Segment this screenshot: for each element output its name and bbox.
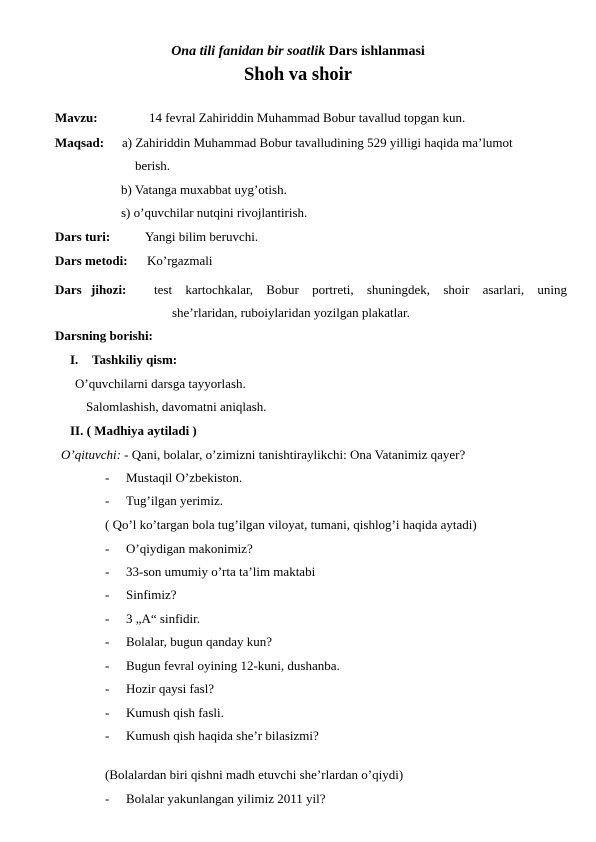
maqsad-label: Maqsad:	[55, 135, 105, 150]
dialog-line	[105, 493, 223, 509]
title-rest: Dars ishlanmasi	[325, 44, 425, 59]
maqsad-s: s) o’quvchilar nutqini rivojlantirish.	[121, 205, 308, 220]
dialog-line	[105, 791, 326, 807]
jihozi-word: test	[154, 282, 173, 297]
jihozi-word: uning	[537, 282, 567, 297]
dialog-text: Bolalar, bugun qanday kun?	[126, 634, 273, 649]
jihozi-word: shoir	[443, 282, 470, 297]
dash-bullet: -	[105, 791, 110, 806]
jihozi-text-line1	[154, 282, 567, 298]
dash-bullet: -	[105, 728, 110, 743]
mavzu-label: Mavzu:	[55, 110, 98, 125]
dialog-text: Bugun fevral oyining 12-kuni, dushanba.	[126, 658, 340, 673]
dialog-line	[105, 634, 272, 650]
metodi-label: Dars metodi:	[55, 253, 128, 268]
teacher-label: O’qituvchi:	[61, 447, 121, 462]
dash-bullet: -	[105, 611, 110, 626]
dialog-line	[105, 564, 315, 580]
jihozi-label-1: Dars	[55, 282, 82, 297]
dialog-text: O’qiydigan makonimiz?	[126, 541, 253, 556]
section-1-line1: O’quvchilarni darsga tayyorlash.	[75, 376, 246, 391]
dialog-text: 33-son umumiy o’rta ta’lim maktabi	[126, 564, 316, 579]
turi-text: Yangi bilim beruvchi.	[145, 229, 259, 244]
jihozi-word: kartochkalar,	[185, 282, 254, 297]
dialog-line	[105, 611, 200, 627]
dialog-line	[105, 658, 340, 674]
dialog-text: 3 „A“ sinfidir.	[126, 611, 201, 626]
section-1-line2: Salomlashish, davomatni aniqlash.	[86, 399, 267, 414]
section-1-number: I.	[70, 352, 79, 367]
jihozi-text-line2: she’rlaridan, ruboiylaridan yozilgan plakatlar.	[172, 305, 410, 320]
dialog-line	[105, 587, 177, 603]
metodi-text: Ko’rgazmali	[147, 253, 213, 268]
dialog-line	[105, 470, 242, 486]
dialog-text: Hozir qaysi fasl?	[126, 681, 215, 696]
turi-label: Dars turi:	[55, 229, 111, 244]
dialog-line	[105, 705, 224, 721]
dialog-text: Sinfimiz?	[126, 587, 177, 602]
section-1-title: Tashkiliy qism:	[92, 352, 178, 367]
dash-bullet: -	[105, 705, 110, 720]
dash-bullet: -	[105, 658, 110, 673]
dialog-text: Kumush qish haqida she’r bilasizmi?	[126, 728, 319, 743]
jihozi-word: asarlari,	[482, 282, 525, 297]
teacher-text: - Qani, bolalar, o’zimizni tanishtiraylikchi: Ona Vatanimiz qayer?	[120, 447, 466, 462]
dash-bullet: -	[105, 587, 110, 602]
jihozi-word: portreti,	[312, 282, 354, 297]
borishi-heading: Darsning borishi:	[55, 328, 153, 343]
document-subtitle: Shoh va shoir	[244, 65, 352, 85]
section-2-title: II. ( Madhiya aytiladi )	[70, 423, 197, 438]
dialog-line	[105, 541, 253, 557]
jihozi-word: Bobur	[266, 282, 299, 297]
note-2: (Bolalardan biri qishni madh etuvchi she’rlardan o’qiydi)	[105, 767, 404, 782]
dialog-text: Tug’ilgan yerimiz.	[126, 493, 224, 508]
dash-bullet: -	[105, 564, 110, 579]
title-italic: Ona tili fanidan bir soatlik	[171, 44, 326, 59]
dash-bullet: -	[105, 470, 110, 485]
note-1: ( Qo’l ko’targan bola tug’ilgan viloyat, tumani, qishlog’i haqida aytadi)	[105, 517, 477, 532]
mavzu-text: 14 fevral Zahiriddin Muhammad Bobur tavallud topgan kun.	[149, 110, 466, 125]
dash-bullet: -	[105, 634, 110, 649]
jihozi-word: shuningdek,	[366, 282, 431, 297]
maqsad-a-line2: berish.	[135, 158, 171, 173]
dialog-text: Bolalar yakunlangan yilimiz 2011 yil?	[126, 791, 326, 806]
maqsad-b: b) Vatanga muxabbat uyg’otish.	[121, 182, 287, 197]
dialog-line	[105, 681, 214, 697]
document-title	[0, 44, 596, 60]
maqsad-a-line1: a) Zahiriddin Muhammad Bobur tavalludining 529 yilligi haqida ma’lumot	[122, 135, 513, 150]
jihozi-label-2: jihozi:	[91, 282, 127, 297]
dash-bullet: -	[105, 541, 110, 556]
dash-bullet: -	[105, 681, 110, 696]
teacher-line	[61, 447, 465, 463]
dialog-line	[105, 728, 319, 744]
dialog-text: Kumush qish fasli.	[126, 705, 224, 720]
dash-bullet: -	[105, 493, 110, 508]
dialog-text: Mustaqil O’zbekiston.	[126, 470, 243, 485]
